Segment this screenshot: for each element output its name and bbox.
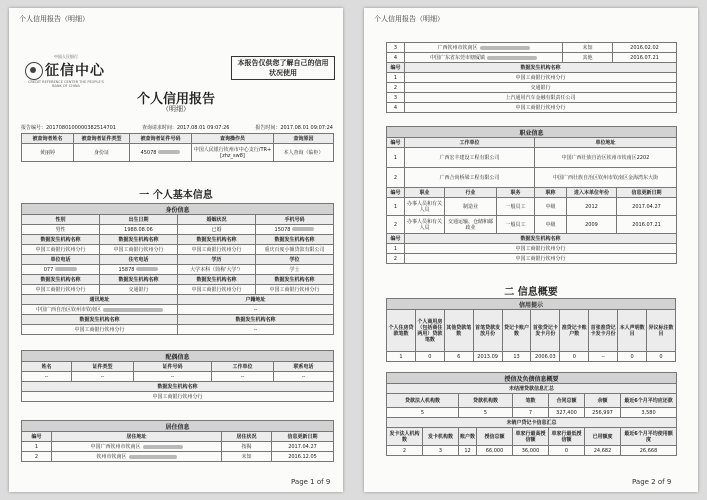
source-cell: 中国工商银行钦州分行 <box>405 254 677 264</box>
spouse-header: 联系电话 <box>274 362 334 372</box>
credit-tips-table <box>386 298 676 362</box>
loan-summary-subtitle: 未结清贷款信息汇总 <box>387 384 677 394</box>
report-number: 报告编号：2017080100000382514701 <box>21 125 116 131</box>
report-page-1 <box>9 8 343 492</box>
residence-cell: 2017.04.27 <box>272 442 334 452</box>
report-title: 个人信用报告 <box>136 92 215 107</box>
source-header: 编号 <box>387 234 405 244</box>
page-footer: Page 2 of 9 <box>632 478 672 486</box>
loan-header: 余额 <box>585 394 621 408</box>
spouse-source-cell: 中国工商银行钦州分行 <box>22 392 334 402</box>
table-row <box>387 254 677 264</box>
redaction-bar <box>158 150 180 154</box>
tips-cell: 1 <box>387 352 416 362</box>
residence-cell: 2016.12.05 <box>272 452 334 462</box>
job-cell: 1 <box>387 198 405 216</box>
card-cell: 26,668 <box>621 446 677 456</box>
loan-cell: 5 <box>387 408 459 418</box>
query-cell: 黄丽婷 <box>22 144 74 162</box>
residence-continued-table <box>386 42 677 113</box>
card-cell: 36,000 <box>513 446 549 456</box>
report-subtitle: （明细） <box>162 105 190 113</box>
residence-cell: 未知 <box>222 452 272 462</box>
source-label: 数据发生机构名称 <box>256 275 334 285</box>
job-cell: 交通运输、仓储和邮政业 <box>445 216 497 234</box>
tips-cell: 0 <box>618 352 647 362</box>
loan-header: 贷款机构数 <box>459 394 513 408</box>
identity-cell: 已婚 <box>178 225 256 235</box>
query-header: 被查询者姓名 <box>22 134 74 144</box>
residence-band: 居住信息 <box>22 421 334 432</box>
job-cell: 广西宏丰建设工程有限公司 <box>405 148 535 168</box>
source-label: 数据发生机构名称 <box>22 235 100 245</box>
residence-cell: 按揭 <box>222 442 272 452</box>
address-header: 通讯地址 <box>22 295 178 305</box>
usage-notice-stamp: 本报告仅供您了解自己的信用状况使用 <box>231 56 335 80</box>
source-label: 数据发生机构名称 <box>256 235 334 245</box>
loan-header: 最近6个月平均应还款 <box>621 394 677 408</box>
residence-cell: 中国广西钦州市钦南区 <box>52 442 222 452</box>
job-cell: 中国广西壮族自治区钦州市钦南区2202 <box>535 148 677 168</box>
card-cell: 0 <box>549 446 585 456</box>
credit-center-logo <box>25 54 107 88</box>
section-summary-title: 二 信息概要 <box>504 287 558 298</box>
redaction-bar <box>55 267 77 271</box>
table-row <box>387 216 677 234</box>
loan-cell: 7 <box>513 408 549 418</box>
table-row <box>387 408 677 418</box>
query-header: 被查询者证件类型 <box>74 134 130 144</box>
identity-cell: 交通银行 <box>100 285 178 295</box>
residence-table <box>21 420 334 462</box>
source-label: 数据发生机构名称 <box>100 235 178 245</box>
source-cell: 3 <box>387 93 405 103</box>
job-cell: 一般员工 <box>497 198 535 216</box>
residence-cell: 其他 <box>563 53 613 63</box>
redaction-bar <box>292 227 314 231</box>
query-cell: 45078 <box>130 144 192 162</box>
residence-header: 编号 <box>22 432 52 442</box>
identity-header: 单位电话 <box>22 255 100 265</box>
job-header: 职称 <box>535 188 567 198</box>
spouse-table <box>21 350 334 402</box>
loan-header: 笔数 <box>513 394 549 408</box>
identity-header: 手机号码 <box>256 215 334 225</box>
tips-header: 首张贷记卡发卡月份 <box>531 310 560 352</box>
address-header: 户籍地址 <box>178 295 334 305</box>
card-header: 授信总额 <box>477 428 513 446</box>
job-header: 单位地址 <box>535 138 677 148</box>
redaction-bar <box>143 445 183 449</box>
job-cell: 2016.07.21 <box>617 216 677 234</box>
logo-top-text: 中国人民银行 <box>54 54 78 59</box>
job-header: 职务 <box>497 188 535 198</box>
table-row <box>387 168 677 188</box>
tips-header: 首张准贷记卡发卡月份 <box>589 310 618 352</box>
table-row <box>22 442 334 452</box>
identity-table <box>21 203 334 335</box>
card-summary-subtitle: 未销户贷记卡信息汇总 <box>387 418 677 428</box>
tips-cell: 2013.09 <box>473 352 502 362</box>
address-cell: 中国广西自治区钦州市钦南区 <box>22 305 178 315</box>
job-header: 行业 <box>445 188 497 198</box>
job-cell: 2009 <box>567 216 617 234</box>
query-cell: 中国人民银行钦州市中心支行/TR+[zhz_sw8] <box>192 144 274 162</box>
address-cell: 中国工商银行钦州分行 <box>22 325 178 335</box>
identity-cell: 重庆百度小额贷款有限公司 <box>256 245 334 255</box>
tips-header: 个人商用房（包括商住两用）贷款笔数 <box>415 310 444 352</box>
source-cell: 1 <box>387 73 405 83</box>
identity-cell: 学士 <box>256 265 334 275</box>
job-cell: 一般员工 <box>497 216 535 234</box>
tips-header: 贷记卡账户数 <box>502 310 531 352</box>
table-row <box>387 352 676 362</box>
loan-header: 合同总额 <box>549 394 585 408</box>
table-row <box>387 43 677 53</box>
table-row <box>387 103 677 113</box>
table-row <box>387 53 677 63</box>
identity-header: 学历 <box>178 255 256 265</box>
identity-header: 婚姻状况 <box>178 215 256 225</box>
source-cell: 4 <box>387 103 405 113</box>
source-label: 数据发生机构名称 <box>100 275 178 285</box>
spouse-cell: -- <box>212 372 274 382</box>
loan-cell: 5 <box>459 408 513 418</box>
query-cell: 本人查询（临柜） <box>274 144 334 162</box>
logo-emblem-icon <box>25 62 43 80</box>
redaction-bar <box>103 308 163 312</box>
logo-sub-text: CREDIT REFERENCE CENTER THE PEOPLE'S BANK OF CHINA <box>28 80 104 88</box>
report-meta <box>21 124 333 131</box>
credit-tips-band: 信用提示 <box>387 299 676 310</box>
identity-cell: 男性 <box>22 225 100 235</box>
query-header: 被查询者证件号码 <box>130 134 192 144</box>
spouse-cell: -- <box>274 372 334 382</box>
query-header: 查询原因 <box>274 134 334 144</box>
identity-header: 出生日期 <box>100 215 178 225</box>
page-header: 个人信用报告（明细） <box>19 15 89 23</box>
loan-cell: 3,580 <box>621 408 677 418</box>
identity-header: 性别 <box>22 215 100 225</box>
query-time: 查询请求时间：2017.08.01 09:07:26 <box>141 125 230 131</box>
source-cell: 中国工商银行钦州分行 <box>405 244 677 254</box>
job-cell: 2 <box>387 168 405 188</box>
debt-band: 授信及负债信息概要 <box>387 373 677 384</box>
redaction-bar <box>480 46 530 50</box>
page-footer: Page 1 of 9 <box>291 478 331 486</box>
spouse-header: 姓名 <box>22 362 72 372</box>
job-cell: 制造业 <box>445 198 497 216</box>
job-header: 编号 <box>387 138 405 148</box>
residence-header: 居住地址 <box>52 432 222 442</box>
tips-cell: 2006.03 <box>531 352 560 362</box>
table-row <box>387 83 677 93</box>
job-header: 编号 <box>387 188 405 198</box>
table-row <box>387 244 677 254</box>
tips-header: 其他贷款笔数 <box>444 310 473 352</box>
residence-cell: 2016.02.02 <box>613 43 677 53</box>
tips-header: 首笔贷款发放月份 <box>473 310 502 352</box>
spouse-header: 工作单位 <box>212 362 274 372</box>
residence-cell: 4 <box>387 53 405 63</box>
card-header: 已用额度 <box>585 428 621 446</box>
tips-cell: 0 <box>560 352 589 362</box>
spouse-cell: -- <box>22 372 72 382</box>
source-header: 数据发生机构名称 <box>405 63 677 73</box>
card-header: 最近6个月平均使用额度 <box>621 428 677 446</box>
card-cell: 66,000 <box>477 446 513 456</box>
job-cell: 2 <box>387 216 405 234</box>
source-cell: 中国工商银行钦州分行 <box>405 103 677 113</box>
job-header: 工作单位 <box>405 138 535 148</box>
identity-header: 学位 <box>256 255 334 265</box>
residence-cell: 中国广东省东莞市塘厦镇 <box>405 53 563 63</box>
job-table <box>386 126 677 264</box>
job-cell: 中级 <box>535 198 567 216</box>
identity-cell: 1988.08.06 <box>100 225 178 235</box>
table-row <box>387 148 677 168</box>
query-info-table <box>21 133 334 162</box>
identity-cell: 中国工商银行钦州分行 <box>22 245 100 255</box>
identity-cell: 中国工商银行钦州分行 <box>178 285 256 295</box>
section-basic-info-title: 一 个人基本信息 <box>139 190 213 201</box>
tips-cell: 13 <box>502 352 531 362</box>
identity-cell: 中国工商银行钦州分行 <box>256 285 334 295</box>
source-cell: 2 <box>387 254 405 264</box>
card-cell: 24,682 <box>585 446 621 456</box>
tips-cell: -- <box>589 352 618 362</box>
spouse-header: 证件类型 <box>72 362 134 372</box>
identity-cell: 大学本科（简称'大学'） <box>178 265 256 275</box>
source-label: 数据发生机构名称 <box>22 382 334 392</box>
source-header: 数据发生机构名称 <box>405 234 677 244</box>
residence-cell: 广西钦州市钦南区 <box>405 43 563 53</box>
identity-cell: 中国工商银行钦州分行 <box>178 245 256 255</box>
identity-cell: 中国工商银行钦州分行 <box>100 245 178 255</box>
source-cell: 上汽通用汽车金融有限责任公司 <box>405 93 677 103</box>
logo-main-text: 征信中心 <box>45 63 105 79</box>
source-cell: 1 <box>387 244 405 254</box>
card-header: 账户数 <box>459 428 477 446</box>
tips-header: 异议标注数目 <box>647 310 676 352</box>
source-label: 数据发生机构名称 <box>178 315 334 325</box>
table-row <box>387 198 677 216</box>
page-header: 个人信用报告（明细） <box>374 15 444 23</box>
redaction-bar <box>129 455 177 459</box>
source-label: 数据发生机构名称 <box>178 235 256 245</box>
job-header: 进入本单位年份 <box>567 188 617 198</box>
residence-header: 信息更新日期 <box>272 432 334 442</box>
table-row <box>387 73 677 83</box>
source-label: 数据发生机构名称 <box>22 275 100 285</box>
redaction-bar <box>136 267 158 271</box>
job-header: 信息更新日期 <box>617 188 677 198</box>
job-header: 职业 <box>405 188 445 198</box>
identity-cell: 077 <box>22 265 100 275</box>
address-cell: -- <box>178 305 334 315</box>
residence-cell: 1 <box>22 442 52 452</box>
report-page-2 <box>364 8 698 492</box>
tips-header: 本人声明数目 <box>618 310 647 352</box>
tips-header: 准贷记卡账户数 <box>560 310 589 352</box>
redaction-bar <box>487 56 537 60</box>
spouse-cell: -- <box>134 372 212 382</box>
tips-cell: 0 <box>647 352 676 362</box>
source-cell: 2 <box>387 83 405 93</box>
job-cell: 办事人员和有关人员 <box>405 216 445 234</box>
spouse-band: 配偶信息 <box>22 351 334 362</box>
loan-cell: 327,400 <box>549 408 585 418</box>
job-cell: 中级 <box>535 216 567 234</box>
residence-header: 居住状况 <box>222 432 272 442</box>
tips-header: 个人住房贷款笔数 <box>387 310 416 352</box>
tips-cell: 6 <box>444 352 473 362</box>
identity-band: 身份信息 <box>22 204 334 215</box>
source-label: 数据发生机构名称 <box>178 275 256 285</box>
card-cell: 3 <box>423 446 459 456</box>
job-cell: 广西合尚桥梁工程有限公司 <box>405 168 535 188</box>
source-header: 编号 <box>387 63 405 73</box>
loan-cell: 256,997 <box>585 408 621 418</box>
card-cell: 12 <box>459 446 477 456</box>
source-label: 数据发生机构名称 <box>22 315 178 325</box>
identity-cell: 15078 <box>256 225 334 235</box>
card-header: 单家行最低授信额 <box>549 428 585 446</box>
debt-summary-table <box>386 372 677 456</box>
job-cell: 中国广西壮族自治区钦州市钦南区金海湾东大街 <box>535 168 677 188</box>
query-cell: 身份证 <box>74 144 130 162</box>
loan-header: 贷款法人机构数 <box>387 394 459 408</box>
residence-cell: 2 <box>22 452 52 462</box>
address-cell: -- <box>178 325 334 335</box>
tips-cell: 0 <box>415 352 444 362</box>
table-row <box>22 452 334 462</box>
spouse-header: 证件号码 <box>134 362 212 372</box>
residence-cell: 未知 <box>563 43 613 53</box>
query-header: 查询操作员 <box>192 134 274 144</box>
card-header: 发卡法人机构数 <box>387 428 423 446</box>
identity-header: 住宅电话 <box>100 255 178 265</box>
card-cell: 2 <box>387 446 423 456</box>
job-cell: 2017.04.27 <box>617 198 677 216</box>
residence-cell: 钦州市钦南区 <box>52 452 222 462</box>
card-header: 发卡机构数 <box>423 428 459 446</box>
source-cell: 交通银行 <box>405 83 677 93</box>
job-cell: 2012 <box>567 198 617 216</box>
report-time: 报告时间：2017.08.01 09:07:24 <box>255 125 333 131</box>
table-row <box>387 93 677 103</box>
card-header: 单家行最高授信额 <box>513 428 549 446</box>
job-cell: 办事人员和有关人员 <box>405 198 445 216</box>
residence-cell: 2016.07.21 <box>613 53 677 63</box>
table-row <box>387 446 677 456</box>
residence-cell: 3 <box>387 43 405 53</box>
source-cell: 中国工商银行钦州分行 <box>405 73 677 83</box>
identity-cell: 15878 <box>100 265 178 275</box>
job-band: 职业信息 <box>387 127 677 138</box>
spouse-cell: -- <box>72 372 134 382</box>
identity-cell: 中国工商银行钦州分行 <box>22 285 100 295</box>
job-cell: 1 <box>387 148 405 168</box>
